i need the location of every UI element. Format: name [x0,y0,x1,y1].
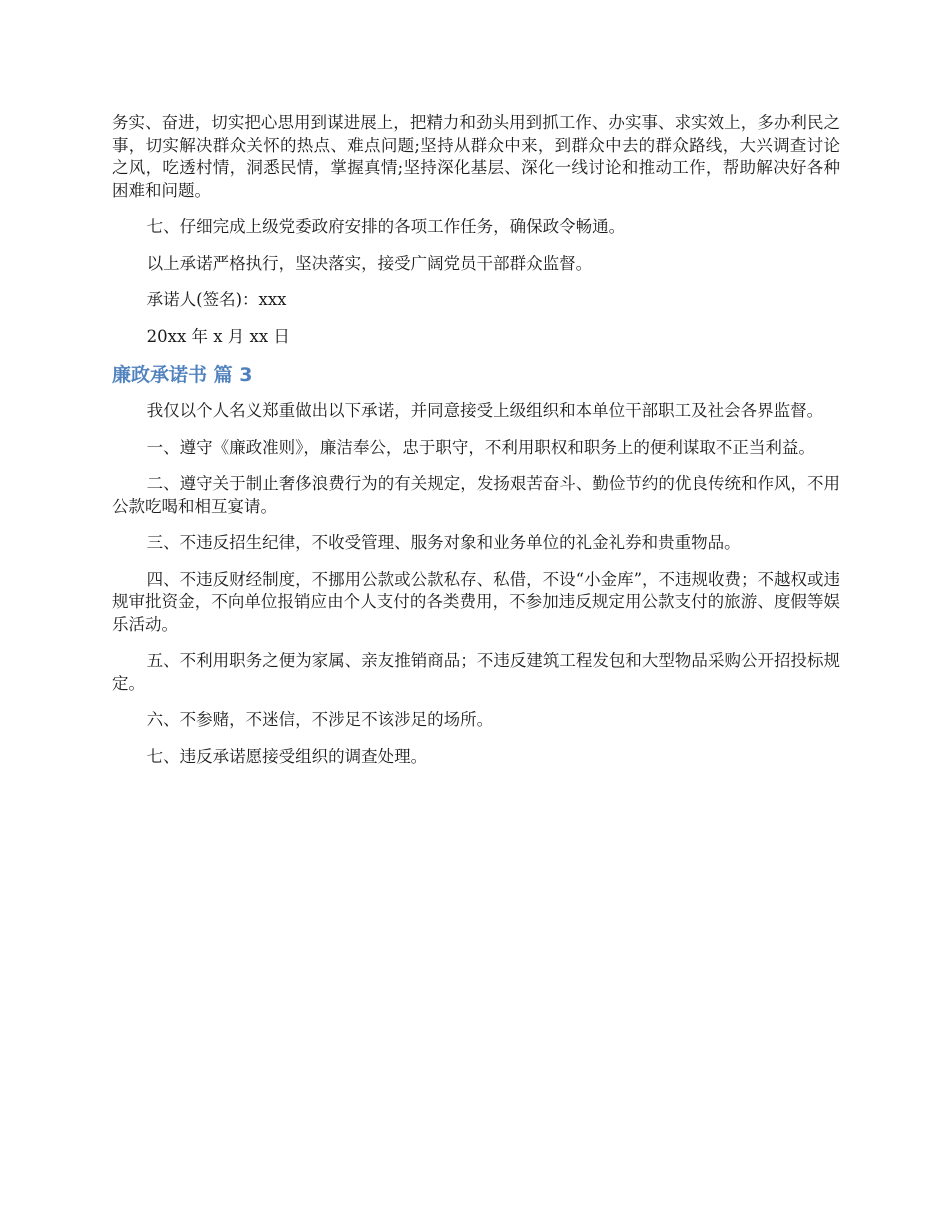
document-page [112,112,840,768]
section-heading: 廉政承诺书 篇 3 [112,364,253,386]
paragraph-item-six: 六、不参赌，不迷信，不涉足不该涉足的场所。 [146,710,494,729]
paragraph-item-one: 一、遵守《廉政准则》，廉洁奉公，忠于职守，不利用职权和职务上的便利谋取不正当利益。 [146,437,815,457]
paragraph-item-five: 五、不利用职务之便为家属、亲友推销商品；不违反建筑工程发包和大型物品采购公开招投标规定。 [112,651,840,693]
paragraph-intro: 我仅以个人名义郑重做出以下承诺，并同意接受上级组织和本单位干部职工及社会各界监督。 [146,401,824,420]
paragraph-item-four: 四、不违反财经制度，不挪用公款或公款私存、私借，不设“小金库”，不违规收费；不越权或违规审批资金，不向单位报销应由个人支付的各类费用，不参加违反规定用公款支付的旅游、度假等娱乐活动。 [112,569,841,634]
paragraph-continued: 务实、奋进，切实把心思用到谋进展上，把精力和劲头用到抓工作、办实事、求实效上，多办利民之事，切实解决群众关怀的热点、难点问题;坚持从群众中来，到群众中去的群众路线，大兴调查讨论之风，吃透村情，洞悉民情，掌握真情;坚持深化基层、深化一线讨论和推动工作，帮助解决好各种困难和问题。 [112,113,840,200]
paragraph-item-seven: 七、仔细完成上级党委政府安排的各项工作任务，确保政令畅通。 [146,217,626,236]
date-line: 20xx 年 x 月 xx 日 [146,326,290,346]
signature-line: 承诺人(签名)：xxx [146,290,287,309]
paragraph-commitment-summary: 以上承诺严格执行，坚决落实，接受广阔党员干部群众监督。 [146,253,593,273]
paragraph-item-three: 三、不违反招生纪律，不收受管理、服务对象和业务单位的礼金礼券和贵重物品。 [146,533,741,552]
paragraph-item-two: 二、遵守关于制止奢侈浪费行为的有关规定，发扬艰苦奋斗、勤俭节约的优良传统和作风，不用公款吃喝和相互宴请。 [112,474,840,516]
paragraph-item-seven-violation: 七、违反承诺愿接受组织的调查处理。 [146,746,428,766]
